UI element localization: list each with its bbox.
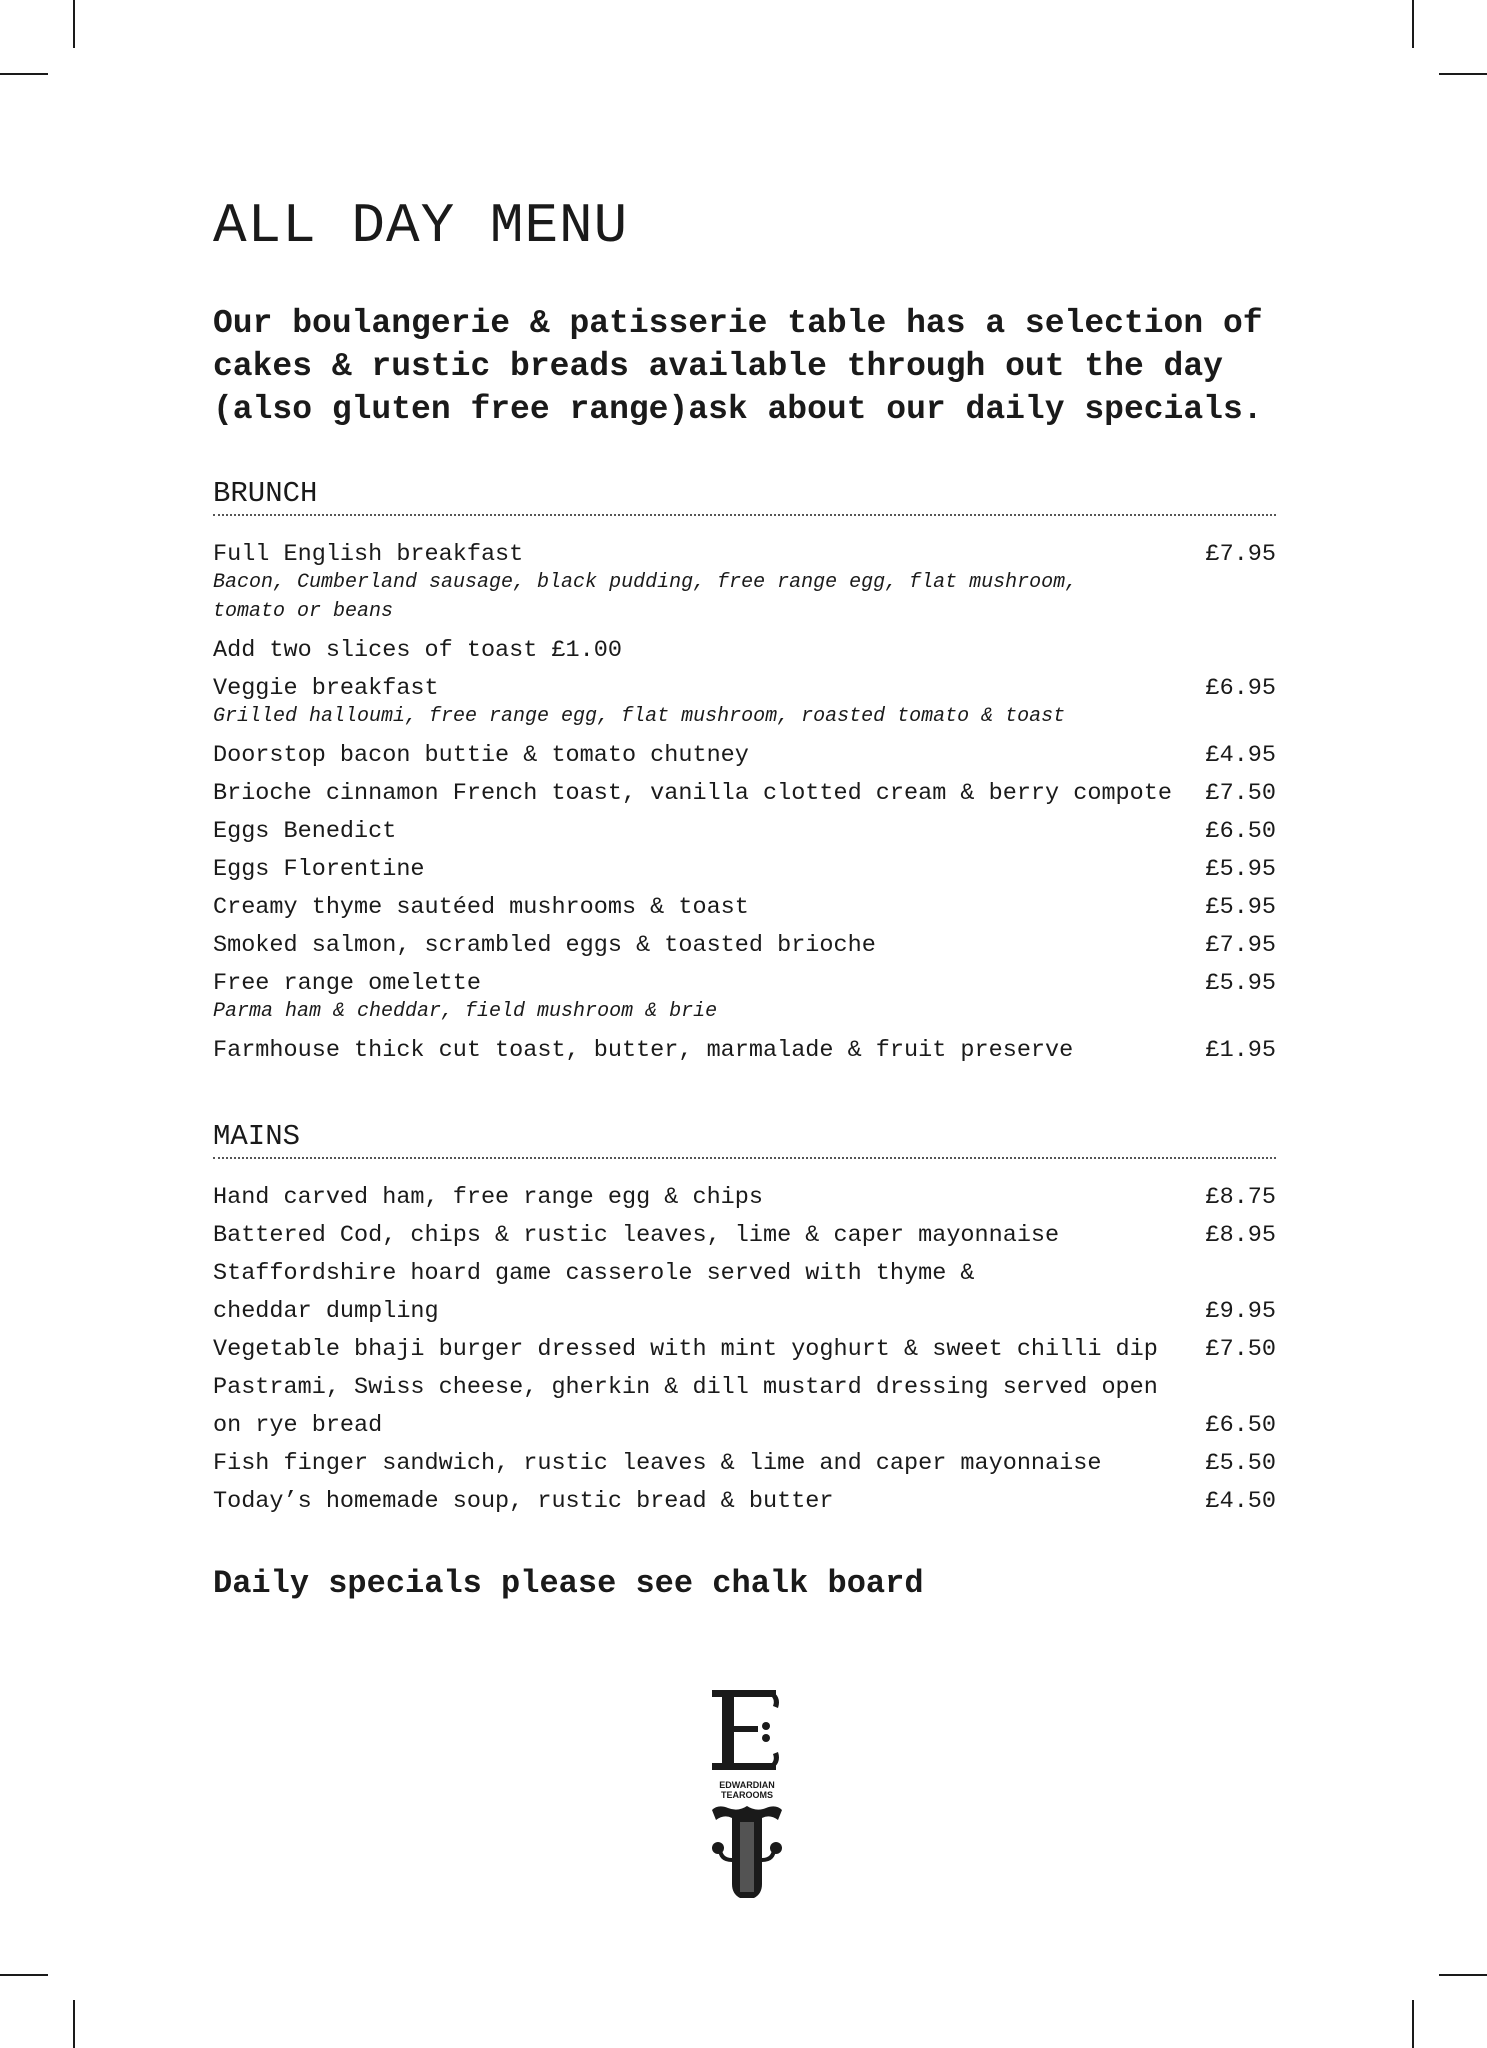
menu-item-price: £7.95 (1205, 932, 1276, 959)
daily-specials-note: Daily specials please see chalk board (213, 1565, 924, 1602)
menu-item-name: Smoked salmon, scrambled eggs & toasted brioche (213, 932, 876, 959)
menu-item-row (213, 1032, 1276, 1070)
menu-item-row (213, 1445, 1276, 1483)
menu-item-price: £8.75 (1205, 1184, 1276, 1211)
menu-item-price: £8.95 (1205, 1222, 1276, 1249)
menu-item-row (213, 1407, 1276, 1445)
crop-mark (1439, 1974, 1487, 1976)
section-heading-brunch: BRUNCH (213, 477, 1276, 516)
menu-item-row (213, 632, 1276, 670)
menu-item (213, 965, 1276, 1026)
menu-item-row (213, 1331, 1276, 1369)
menu-item-row (213, 737, 1276, 775)
menu-item-price: £1.95 (1205, 1037, 1276, 1064)
menu-item (213, 1445, 1276, 1483)
menu-item (213, 737, 1276, 775)
menu-item (213, 1293, 1276, 1331)
menu-item-description: Bacon, Cumberland sausage, black pudding, free range egg, flat mushroom, tomato or beans (213, 571, 1078, 623)
menu-item-name: Hand carved ham, free range egg & chips (213, 1184, 763, 1211)
menu-item (213, 1032, 1276, 1070)
menu-item-name: Add two slices of toast £1.00 (213, 637, 622, 664)
menu-item (213, 1369, 1276, 1407)
menu-item (213, 1407, 1276, 1445)
menu-item (213, 1483, 1276, 1521)
logo-text-line2: TEAROOMS (720, 1790, 774, 1800)
menu-item-name: Pastrami, Swiss cheese, gherkin & dill mustard dressing served open (213, 1374, 1158, 1401)
menu-item-row (213, 1293, 1276, 1331)
menu-item-name: Veggie breakfast (213, 675, 439, 702)
logo-icon (708, 1688, 786, 1902)
menu-item-row (213, 1369, 1276, 1407)
menu-item (213, 1179, 1276, 1217)
menu-item-name: Eggs Florentine (213, 856, 425, 883)
menu-item-price: £7.95 (1205, 541, 1276, 568)
crop-mark (1439, 73, 1487, 75)
menu-item-row (213, 927, 1276, 965)
menu-item-price: £7.50 (1205, 780, 1276, 807)
intro-text: Our boulangerie & patisserie table has a selection of cakes & rustic breads available through out the day (also gluten free range)ask about our daily specials. (213, 305, 1263, 428)
menu-item-name: Vegetable bhaji burger dressed with mint yoghurt & sweet chilli dip (213, 1336, 1158, 1363)
menu-item (213, 927, 1276, 965)
menu-item-price: £5.95 (1205, 856, 1276, 883)
menu-item-row (213, 1483, 1276, 1521)
menu-item-row (213, 851, 1276, 889)
menu-item-price: £9.95 (1205, 1298, 1276, 1325)
menu-item-name: Brioche cinnamon French toast, vanilla clotted cream & berry compote (213, 780, 1172, 807)
menu-item-name: Fish finger sandwich, rustic leaves & lime and caper mayonnaise (213, 1450, 1102, 1477)
crop-mark (0, 73, 48, 75)
menu-item (213, 1331, 1276, 1369)
menu-item (213, 889, 1276, 927)
logo-text-line1: EDWARDIAN (719, 1780, 775, 1790)
menu-item-name: Staffordshire hoard game casserole served with thyme & (213, 1260, 975, 1287)
menu-item-row (213, 1217, 1276, 1255)
menu-item (213, 813, 1276, 851)
menu-item-row (213, 1255, 1276, 1293)
menu-item (213, 536, 1276, 626)
menu-item-name: Free range omelette (213, 970, 481, 997)
menu-item-description: Grilled halloumi, free range egg, flat mushroom, roasted tomato & toast (213, 705, 1066, 728)
menu-page (213, 194, 1276, 1602)
menu-item (213, 851, 1276, 889)
menu-item-row (213, 1179, 1276, 1217)
edwardian-tearooms-logo (708, 1688, 786, 1902)
menu-item-price: £4.95 (1205, 742, 1276, 769)
mains-list (213, 1179, 1276, 1521)
menu-item-name: Farmhouse thick cut toast, butter, marmalade & fruit preserve (213, 1037, 1074, 1064)
crop-mark (73, 0, 75, 48)
menu-item (213, 775, 1276, 813)
menu-item (213, 670, 1276, 731)
page-title: ALL DAY MENU (213, 194, 629, 258)
menu-item-name: Doorstop bacon buttie & tomato chutney (213, 742, 749, 769)
crop-mark (0, 1974, 48, 1976)
menu-item-name: Battered Cod, chips & rustic leaves, lime & caper mayonnaise (213, 1222, 1060, 1249)
brunch-list (213, 536, 1276, 1070)
menu-item-price: £6.50 (1205, 1412, 1276, 1439)
menu-item-row (213, 813, 1276, 851)
menu-item-price: £4.50 (1205, 1488, 1276, 1515)
menu-item-name: Creamy thyme sautéed mushrooms & toast (213, 894, 749, 921)
section-heading-mains: MAINS (213, 1120, 1276, 1159)
menu-item-name: on rye bread (213, 1412, 383, 1439)
menu-item-price: £7.50 (1205, 1336, 1276, 1363)
crop-mark (73, 2000, 75, 2048)
menu-item-name: cheddar dumpling (213, 1298, 439, 1325)
menu-item-row (213, 775, 1276, 813)
menu-item-price: £5.50 (1205, 1450, 1276, 1477)
crop-mark (1412, 0, 1414, 48)
menu-item-price: £6.50 (1205, 818, 1276, 845)
menu-item (213, 632, 1276, 670)
menu-item (213, 1255, 1276, 1293)
menu-item-row (213, 889, 1276, 927)
menu-item-price: £6.95 (1205, 675, 1276, 702)
crop-mark (1412, 2000, 1414, 2048)
menu-item-name: Eggs Benedict (213, 818, 397, 845)
menu-item-description: Parma ham & cheddar, field mushroom & brie (213, 1000, 718, 1023)
menu-item-price: £5.95 (1205, 970, 1276, 997)
menu-item-name: Full English breakfast (213, 541, 524, 568)
menu-item-name: Today’s homemade soup, rustic bread & butter (213, 1488, 834, 1515)
menu-item-price: £5.95 (1205, 894, 1276, 921)
menu-item (213, 1217, 1276, 1255)
